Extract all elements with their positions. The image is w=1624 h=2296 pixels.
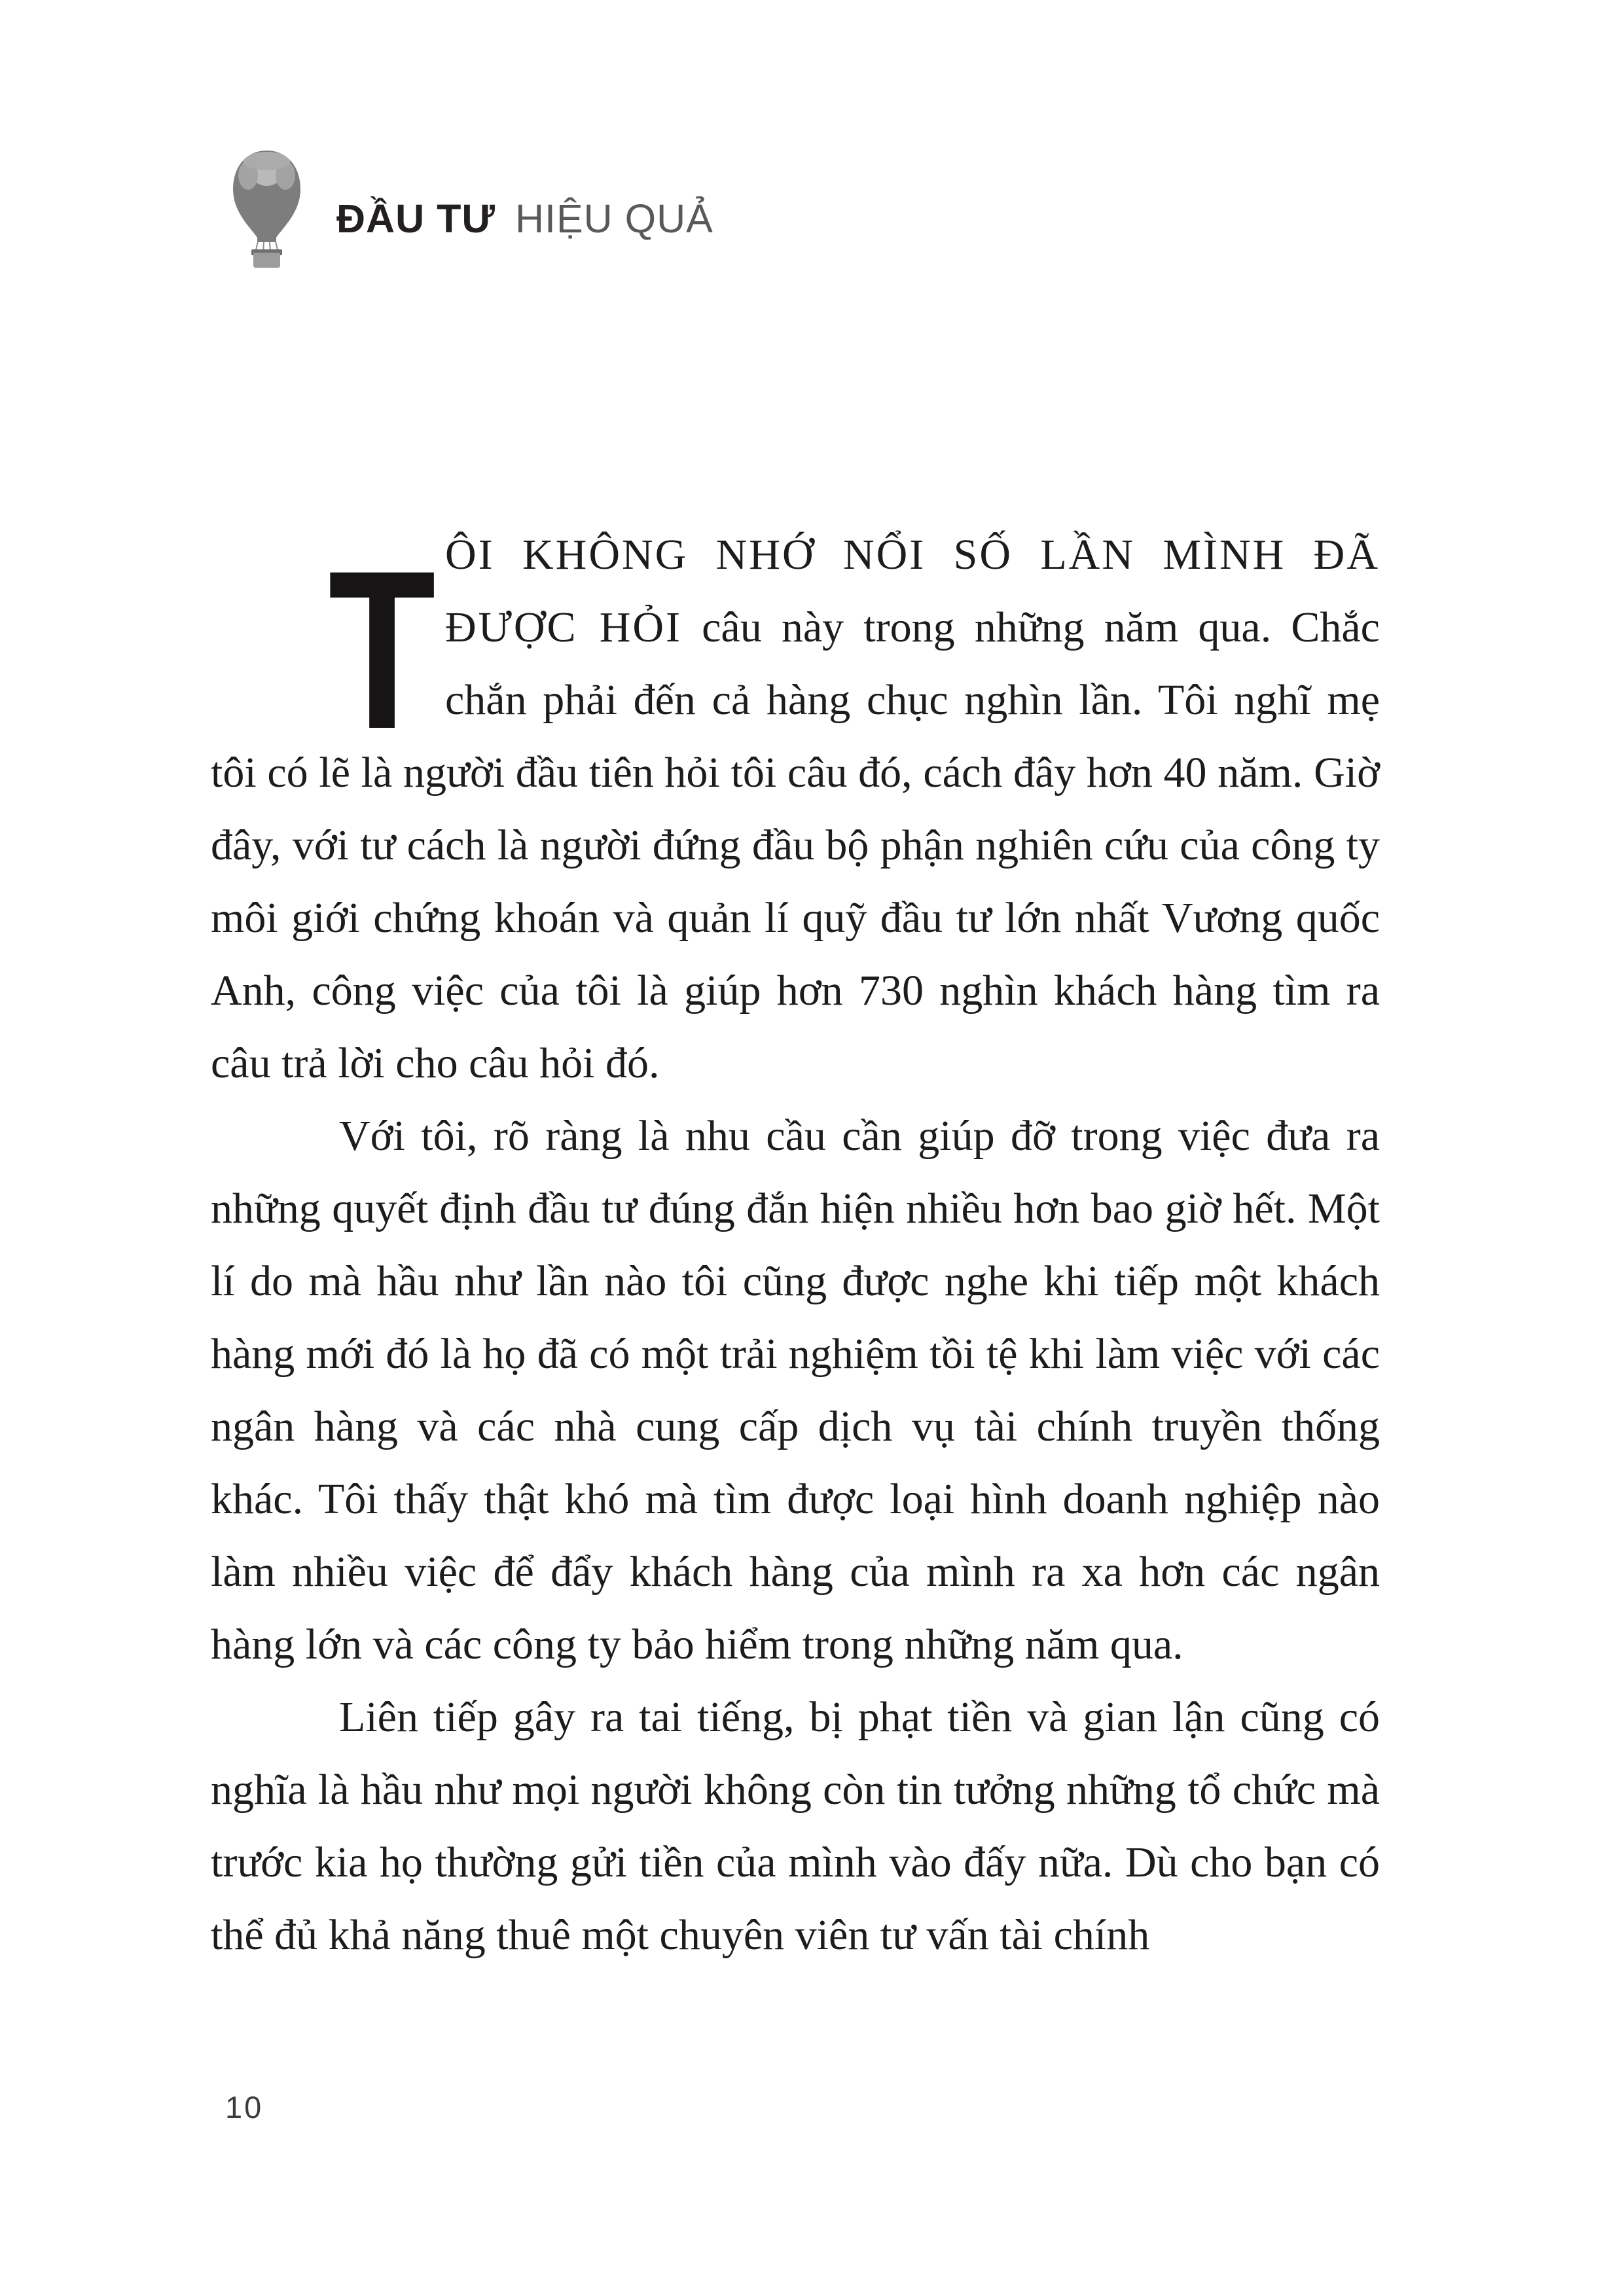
chapter-title-light: HIỆU QUẢ [514, 196, 713, 241]
body-text [211, 518, 1380, 1971]
hot-air-balloon-icon [231, 149, 302, 269]
chapter-header [231, 149, 713, 269]
paragraph-3: Liên tiếp gây ra tai tiếng, bị phạt tiền và gian lận cũng có nghĩa là hầu như mọi người không còn tin tưởng những tổ chức mà trước kia họ thường gửi tiền của mình vào đấy nữa. Dù cho bạn có thể đủ khả năng thuê một chuyên viên tư vấn tài chính [211, 1693, 1380, 1959]
drop-cap-letter: T [328, 524, 436, 776]
paragraph-1-caps: ÔI KHÔNG NHỚ NỔI SỐ LẦN MÌNH ĐÃ ĐƯỢC HỎI [445, 531, 1380, 651]
chapter-title-bold: ĐẦU TƯ [336, 196, 496, 241]
paragraph-2: Với tôi, rõ ràng là nhu cầu cần giúp đỡ trong việc đưa ra những quyết định đầu tư đúng đắn hiện nhiều hơn bao giờ hết. Một lí do mà hầu như lần nào tôi cũng được nghe khi tiếp một khách hàng mới đó là họ đã có một trải nghiệm tồi tệ khi làm việc với các ngân hàng và các nhà cung cấp dịch vụ tài chính truyền thống khác. Tôi thấy thật khó mà tìm được loại hình doanh nghiệp nào làm nhiều việc để đẩy khách hàng của mình ra xa hơn các ngân hàng lớn và các công ty bảo hiểm trong những năm qua. [211, 1112, 1380, 1668]
page-number: 10 [225, 2090, 264, 2125]
paragraph-1-text: câu này trong những năm qua. Chắc chắn phải đến cả hàng chục nghìn lần. Tôi nghĩ mẹ tôi có lẽ là người đầu tiên hỏi tôi câu đó, cách đây hơn 40 năm. Giờ đây, với tư cách là người đứng đầu bộ phận nghiên cứu của công ty môi giới chứng khoán và quản lí quỹ đầu tư lớn nhất Vương quốc Anh, công việc của tôi là giúp hơn 730 nghìn khách hàng tìm ra câu trả lời cho câu hỏi đó. [211, 603, 1380, 1087]
paragraph-1 [211, 518, 1380, 1100]
chapter-title [336, 196, 713, 242]
drop-cap-box [211, 518, 445, 776]
